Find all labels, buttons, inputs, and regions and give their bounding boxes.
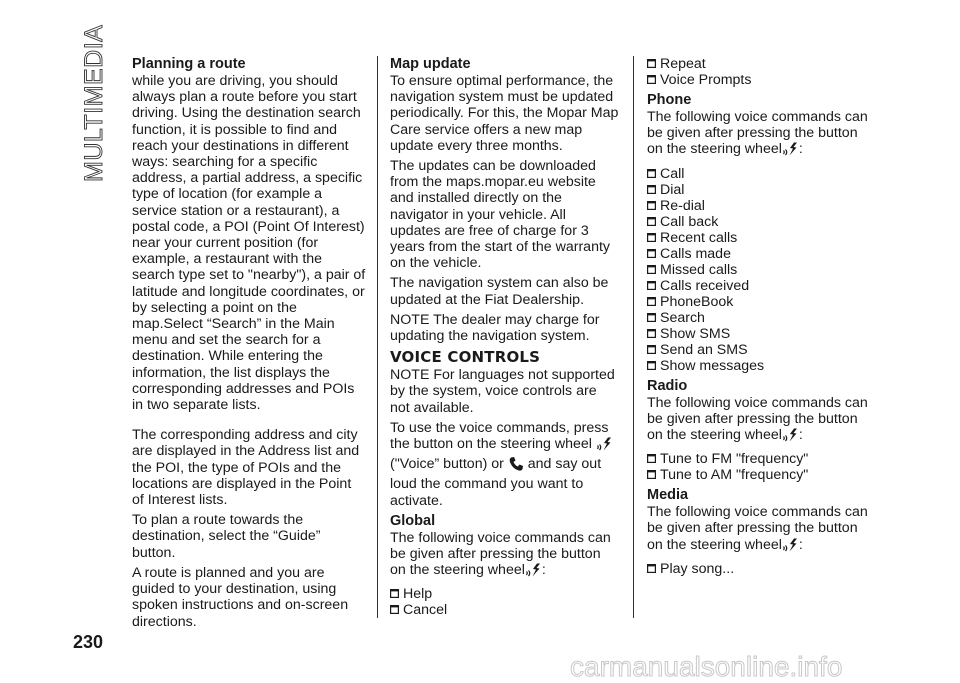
voice-command-icon (525, 562, 542, 582)
paragraph: The navigation system can also be updated at the Fiat Dealership. (390, 275, 609, 308)
list-item (647, 262, 877, 278)
list-item (647, 294, 877, 310)
paragraph (647, 395, 877, 448)
list-item (647, 182, 877, 198)
voice-command-icon (782, 537, 799, 557)
paragraph (390, 530, 620, 583)
column-divider (377, 56, 378, 618)
text-span: The following voice commands can be given after pressing the button on the steering wheel (390, 529, 611, 579)
heading-map-update: Map update (390, 56, 471, 72)
list-item (647, 230, 877, 246)
section-side-title: MULTIMEDIA (80, 24, 108, 182)
paragraph: To plan a route towards the destination, select the “Guide” button. (132, 512, 321, 561)
command-list-media (647, 561, 877, 577)
list-item-label: Show messages (660, 357, 765, 374)
text-span: : (798, 536, 803, 553)
list-item-label: Missed calls (660, 261, 738, 278)
text-span: The following voice commands can be given after pressing the button on the steering wheel (647, 109, 868, 158)
text-span: ("Voice” button) or (390, 456, 504, 473)
list-item-label: Call (660, 165, 685, 182)
phone-handset-icon (508, 456, 524, 476)
column-divider (633, 56, 634, 618)
paragraph (390, 420, 620, 509)
list-item (647, 214, 877, 230)
list-item-label: Calls received (660, 277, 750, 294)
list-item (390, 586, 620, 602)
list-item (647, 72, 877, 88)
page-number: 230 (73, 632, 104, 652)
command-list-global (390, 586, 620, 618)
column-left (132, 56, 367, 634)
list-item-label: Send an SMS (660, 341, 748, 358)
voice-command-icon (596, 436, 613, 456)
list-item (647, 310, 877, 326)
heading-phone: Phone (647, 92, 692, 108)
list-item (647, 166, 877, 182)
text-span: : (798, 141, 803, 158)
list-item-label: Call back (660, 213, 719, 230)
list-item-label: Repeat (660, 56, 706, 72)
watermark-text: carmanualsonline.info (570, 651, 843, 682)
column-middle (390, 56, 620, 622)
text-span: The following voice commands can be given after pressing the button on the steering wheel (647, 504, 868, 553)
list-item (647, 358, 877, 374)
list-item-label: Tune to FM "frequency" (660, 451, 809, 468)
paragraph: To ensure optimal performance, the navigation system must be updated periodically. For this, the Mopar Map Care service offers a new map update every three months. (390, 73, 619, 154)
list-item-label: Tune to AM "frequency" (660, 467, 809, 484)
list-item (647, 467, 877, 483)
list-item-label: Play song... (660, 560, 735, 577)
heading-voice-controls: VOICE CONTROLS (390, 348, 541, 367)
list-item-label: Recent calls (660, 229, 738, 246)
command-list-phone (647, 166, 877, 374)
column-right (647, 56, 877, 581)
list-item-label: Voice Prompts (660, 72, 752, 88)
command-list-radio (647, 451, 877, 483)
paragraph: NOTE For languages not supported by the system, voice controls are not available. (390, 367, 615, 416)
list-item-label: PhoneBook (660, 293, 734, 310)
heading-media: Media (647, 487, 689, 504)
list-item (647, 342, 877, 358)
list-item-label: Help (403, 586, 433, 603)
command-list-continued (647, 56, 877, 88)
list-item (647, 246, 877, 262)
text-span: : (541, 562, 546, 579)
voice-command-icon (782, 141, 799, 161)
list-item-label: Re-dial (660, 197, 705, 214)
heading-planning-route: Planning a route (132, 56, 246, 72)
paragraph: The corresponding address and city are displayed in the Address list and the POI, the type of POIs and the locations are displayed in the Point of Interest lists. (132, 427, 360, 509)
list-item (647, 451, 877, 467)
list-item (647, 278, 877, 294)
text-span: To use the voice commands, press the button on the steering wheel (390, 419, 609, 453)
list-item (647, 326, 877, 342)
paragraph (647, 504, 877, 557)
paragraph: A route is planned and you are guided to your destination, using spoken instructions and on-screen directions. (132, 564, 349, 630)
list-item (647, 561, 877, 577)
paragraph: while you are driving, you should always plan a route before you start driving. Using the destination search function, it is possible to find and reach your destinations in different ways: searching for a specific address, a partial address, a specific type of location (for example a service station or a restaurant), a postal code, a POI (Point Of Interest) near your current position (for example, a restaurant with the search type set to "nearby"), a pair of latitude and longitude coordinates, or by selecting a point on the map.Select “Search” in the Main menu and set the search for a destination. While entering the information, the list displays the corresponding addresses and POIs in two separate lists. (132, 73, 366, 414)
list-item (647, 56, 877, 72)
paragraph: The updates can be downloaded from the maps.mopar.eu website and installed directly on the navigator in your vehicle. All updates are free of charge for 3 years from the start of the warranty on the vehicle. (390, 158, 610, 272)
text-span: : (798, 427, 803, 444)
list-item-label: Show SMS (660, 325, 731, 342)
list-item-label: Calls made (660, 245, 731, 262)
text-span: and say out loud the command you want to activate. (390, 456, 602, 509)
heading-global: Global (390, 512, 436, 529)
text-span: The following voice commands can be given after pressing the button on the steering wheel (647, 394, 868, 444)
list-item-label: Dial (660, 181, 685, 198)
list-item-label: Search (660, 309, 705, 326)
list-item (390, 602, 620, 618)
heading-radio: Radio (647, 377, 688, 394)
list-item-label: Cancel (403, 602, 448, 619)
paragraph (647, 109, 877, 162)
paragraph: NOTE The dealer may charge for updating the navigation system. (390, 311, 600, 345)
list-item (647, 198, 877, 214)
voice-command-icon (782, 427, 799, 447)
